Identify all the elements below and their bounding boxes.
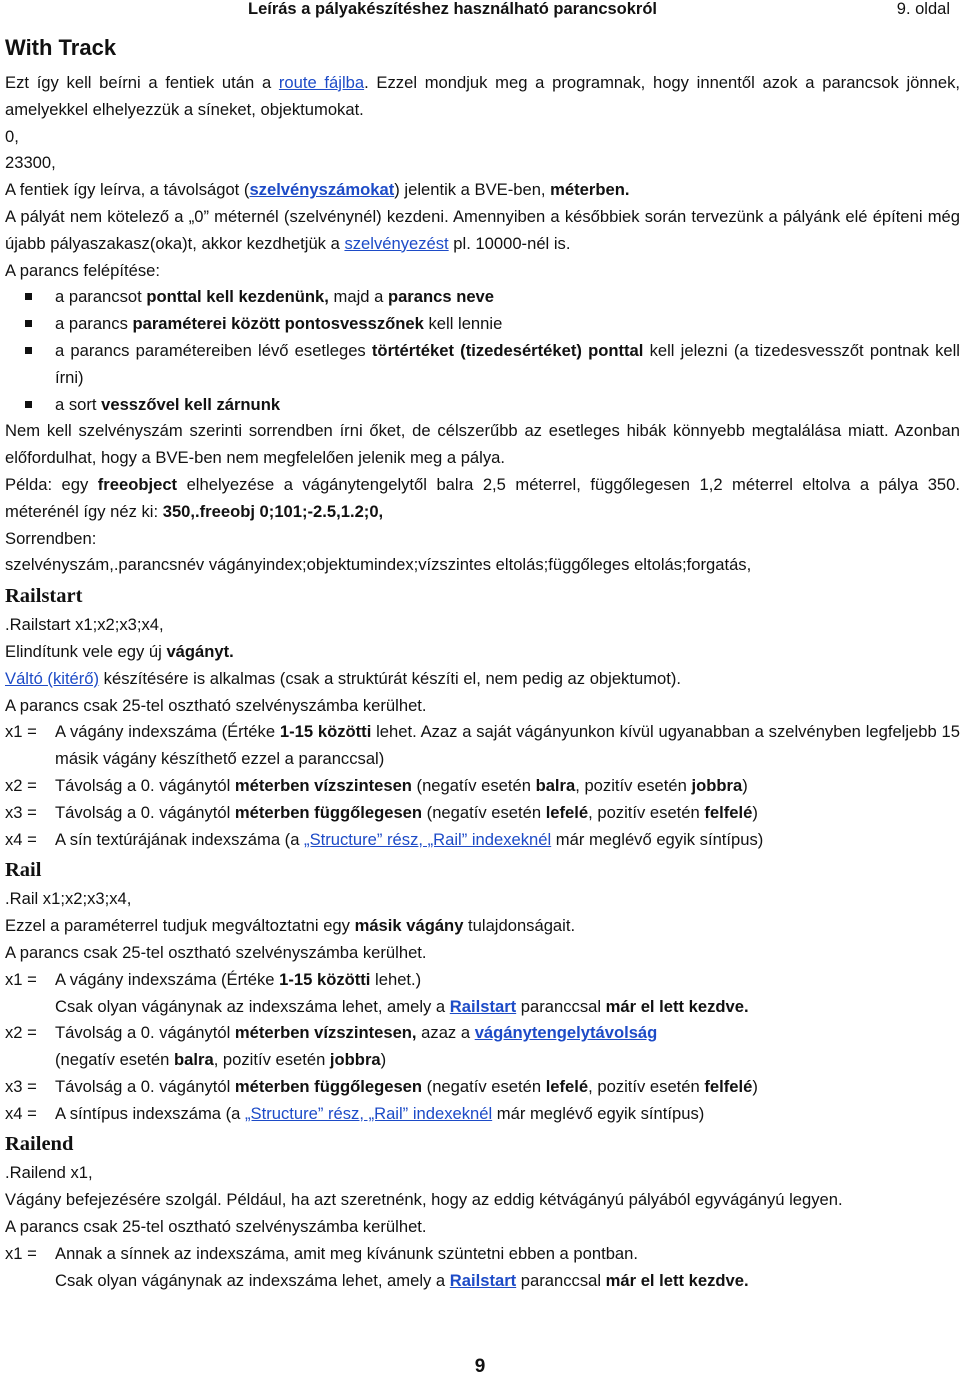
bold-text: felfelé [704, 1076, 753, 1096]
param-key: x2 = [5, 1023, 37, 1043]
bold-text: méterben függőlegesen [234, 1076, 423, 1096]
text: paranccsal [516, 1270, 606, 1290]
header-page-label: 9. oldal [896, 0, 950, 18]
text: , pozitív esetén [575, 775, 692, 795]
text: ) [742, 775, 748, 795]
bold-text: méterben vízszintesen [234, 775, 412, 795]
param-key: x3 = [5, 802, 37, 822]
rail-param-x3 [5, 1074, 960, 1101]
text: kell jelezni (a tizedesvesszőt pontnak kell írni) [55, 340, 960, 387]
rail-desc-25: A parancs csak 25-tel osztható szelvényszámba kerülhet. [5, 942, 427, 962]
railend-desc: Vágány befejezésére szolgál. Például, ha azt szeretnénk, hogy az eddig kétvágányú pályából egyvágányú legyen. [5, 1190, 843, 1210]
syntax-rule-list [5, 284, 960, 418]
page-header [0, 0, 960, 22]
bold-text: vesszővel kell zárnunk [101, 394, 281, 414]
bold-text: jobbra [329, 1050, 381, 1070]
list-item [55, 284, 960, 311]
railend-syntax: .Railend x1, [5, 1163, 93, 1183]
bold-text: balra [535, 775, 576, 795]
text: A vágány indexszáma (Értéke [55, 722, 280, 742]
text: Annak a sínnek az indexszáma, amit meg kívánunk szüntetni ebben a pontban. [55, 1243, 638, 1263]
text: már meglévő egyik síntípus) [492, 1103, 705, 1123]
text: majd a [328, 287, 388, 307]
bold-text: másik vágány [354, 916, 464, 936]
text: . Ezzel mondjuk meg a programnak, hogy innentől azok a parancsok jönnek, amelyekkel elhelyezzük a síneket, objektumokat. [5, 73, 960, 119]
text: a parancsot [55, 287, 147, 307]
rail-desc [5, 913, 960, 940]
param-key: x1 = [5, 969, 37, 989]
bold-text: paraméterei között pontosvesszőnek [132, 314, 424, 334]
text: (negatív esetén [55, 1050, 175, 1070]
chainage-link[interactable]: szelvényszámokat [249, 180, 395, 200]
text: ) [752, 802, 758, 822]
railstart-syntax: .Railstart x1;x2;x3;x4, [5, 615, 164, 635]
param-key: x1 = [5, 1243, 37, 1263]
section-title-with-track: With Track [5, 35, 117, 60]
rail-syntax: .Rail x1;x2;x3;x4, [5, 889, 132, 909]
bold-text: már el lett kezdve. [605, 996, 749, 1016]
bold-text: lefelé [545, 802, 589, 822]
code-line-zero: 0, [5, 126, 19, 146]
railstart-param-x4 [5, 827, 960, 854]
track-spacing-link[interactable]: vágánytengelytávolság [474, 1023, 658, 1043]
text: A síntípus indexszáma (a [55, 1103, 246, 1123]
paragraph-intro [5, 70, 960, 124]
text: Elindítunk vele egy új [5, 641, 167, 661]
text: (negatív esetén [411, 775, 536, 795]
railstart-link[interactable]: Railstart [449, 996, 517, 1016]
param-key: x2 = [5, 775, 37, 795]
text: Példa: egy [5, 474, 98, 494]
paragraph-example [5, 472, 960, 526]
text: pl. 10000-nél is. [448, 233, 571, 253]
railstart-desc-switch [5, 666, 960, 693]
page-footer-number: 9 [474, 1356, 486, 1377]
text: Távolság a 0. vágánytól [55, 775, 235, 795]
bold-text: vágányt. [166, 641, 234, 661]
bold-text: parancs neve [387, 287, 495, 307]
text: A vágány indexszáma (Értéke [55, 969, 280, 989]
structure-rail-link[interactable]: „Structure” rész, „Rail” indexeknél [304, 829, 552, 849]
paragraph-distance [5, 177, 960, 204]
param-key: x4 = [5, 829, 37, 849]
text: ) [752, 1076, 758, 1096]
text: ) jelentik a BVE-ben, [394, 180, 551, 200]
railstart-param-x3 [5, 800, 960, 827]
railstart-param-x1 [5, 719, 960, 773]
code-line-23300: 23300, [5, 153, 56, 173]
text: a parancs paramétereiben lévő esetleges [55, 340, 372, 360]
text: (negatív esetén [422, 802, 546, 822]
text: Távolság a 0. vágánytól [55, 1076, 235, 1096]
list-item [55, 311, 960, 338]
paragraph-structure-heading: A parancs felépítése: [5, 260, 160, 280]
bold-text: méterben. [550, 180, 630, 200]
text: ) [380, 1050, 387, 1070]
list-item [55, 338, 960, 392]
param-key: x3 = [5, 1076, 37, 1096]
text: már meglévő egyik síntípus) [551, 829, 764, 849]
switch-link[interactable]: Váltó (kitérő) [5, 668, 100, 688]
structure-rail-link[interactable]: „Structure” rész, „Rail” indexeknél [245, 1103, 493, 1123]
text: kell lennie [423, 314, 503, 334]
text: Csak olyan vágánynak az indexszáma lehet, amely a [55, 1270, 450, 1290]
param-key: x1 = [5, 722, 37, 742]
list-item [55, 392, 960, 419]
text: Ezzel a paraméterrel tudjuk megváltoztatni egy [5, 916, 355, 936]
paragraph-sequence-label: Sorrendben: [5, 528, 97, 548]
railstart-desc [5, 639, 960, 666]
railstart-param-x2 [5, 773, 960, 800]
bold-text: méterben vízszintesen, [234, 1023, 417, 1043]
text: lehet.) [370, 969, 422, 989]
railend-param-x1 [5, 1241, 960, 1295]
text: A sín textúrájának indexszáma (a [55, 829, 305, 849]
paragraph-order: Nem kell szelvényszám szerinti sorrendben írni őket, de célszerűbb az esetleges hibák könnyebb megtalálása miatt. Azonban előfordulhat, hogy a BVE-ben nem megfelelően jelenik meg a pálya. [5, 421, 960, 468]
section-title-railstart: Railstart [5, 585, 83, 608]
text: A pályát nem kötelező a „0” méternél (szelvénynél) kezdeni. Amennyiben a későbbiek során tervezünk a pályánk elé építeni még újabb pályaszakasz(oka)t, akkor kezdhetjük a [5, 206, 960, 253]
bold-text: 350,.freeobj 0;101;-2.5,1.2;0, [162, 501, 384, 521]
route-file-link[interactable]: route fájlba [278, 73, 365, 92]
text: a sort [55, 394, 102, 414]
bold-text: már el lett kezdve. [605, 1270, 749, 1290]
text: , pozitív esetén [213, 1050, 330, 1070]
text: azaz a [416, 1023, 475, 1043]
text: Távolság a 0. vágánytól [55, 1023, 235, 1043]
text: a parancs [55, 314, 133, 334]
text: lehet. Azaz a saját vágányunkon kívül ugyanabban a szelvényben legfeljebb 15 másik vágány készíthető ezzel a paranccsal) [55, 722, 960, 769]
railstart-desc-25: A parancs csak 25-tel osztható szelvényszámba kerülhet. [5, 695, 427, 715]
text: A fentiek így leírva, a távolságot ( [5, 180, 250, 200]
text: , pozitív esetén [588, 802, 705, 822]
chainage-numbering-link[interactable]: szelvényezést [344, 233, 449, 253]
text: (negatív esetén [422, 1076, 546, 1096]
bold-text: balra [174, 1050, 214, 1070]
paragraph-start [5, 204, 960, 258]
text: Ezt így kell beírni a fentiek után a [5, 73, 279, 92]
railstart-link[interactable]: Railstart [449, 1270, 517, 1290]
bold-text: felfelé [704, 802, 753, 822]
rail-param-x1 [5, 967, 960, 1021]
document-body [5, 32, 960, 1294]
text: készítésére is alkalmas (csak a struktúrát készíti el, nem pedig az objektumot). [99, 668, 681, 688]
paragraph-sequence: szelvényszám,.parancsnév vágányindex;objektumindex;vízszintes eltolás;függőleges eltolás;forgatás, [5, 555, 752, 575]
rail-param-x4 [5, 1101, 960, 1128]
text: , pozitív esetén [588, 1076, 705, 1096]
bold-text: 1-15 közötti [279, 969, 371, 989]
section-title-railend: Railend [5, 1133, 74, 1156]
text: elhelyezése a vágánytengelytől balra 2,5 méterrel, függőlegesen 1,2 méterrel eltolva a pálya 350. méterénél így néz ki: [5, 474, 960, 521]
bold-text: lefelé [545, 1076, 589, 1096]
section-title-rail: Rail [5, 859, 42, 882]
bold-text: jobbra [691, 775, 743, 795]
bold-text: ponttal kell kezdenünk, [146, 287, 329, 307]
text: Csak olyan vágánynak az indexszáma lehet, amely a [55, 996, 450, 1016]
bold-text: méterben függőlegesen [234, 802, 423, 822]
bold-text: freeobject [97, 474, 178, 494]
bold-text: törtértéket (tizedesértéket) ponttal [371, 340, 644, 360]
header-title: Leírás a pályakészítéshez használható parancsokról [248, 0, 658, 18]
text: tulajdonságait. [463, 916, 576, 936]
param-key: x4 = [5, 1103, 37, 1123]
rail-param-x2 [5, 1020, 960, 1074]
railend-desc-25: A parancs csak 25-tel osztható szelvényszámba kerülhet. [5, 1217, 427, 1237]
text: paranccsal [516, 996, 606, 1016]
bold-text: 1-15 közötti [279, 722, 372, 742]
text: Távolság a 0. vágánytól [55, 802, 235, 822]
